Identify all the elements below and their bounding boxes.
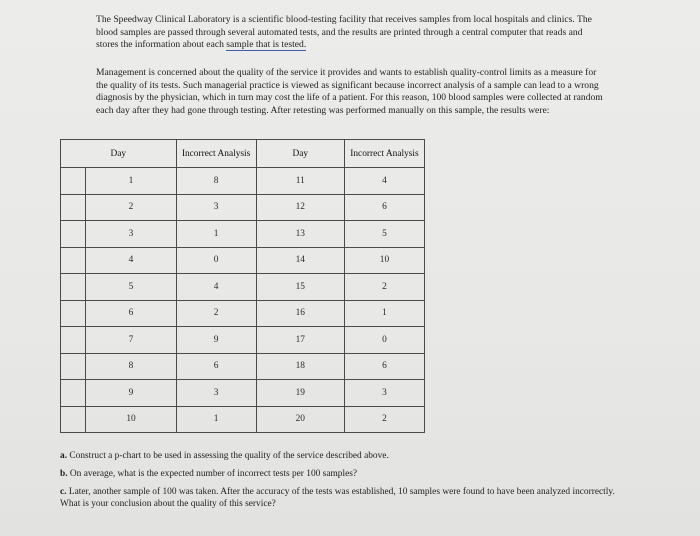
sample-tested-link[interactable]: sample that is tested.	[226, 39, 307, 51]
row-spacer-cell	[61, 194, 86, 221]
day-cell: 15	[256, 274, 344, 301]
day-cell: 1	[86, 168, 176, 195]
row-spacer-cell	[61, 221, 86, 248]
table-row	[61, 274, 425, 301]
incorrect-cell: 0	[176, 247, 256, 274]
results-table	[60, 139, 425, 433]
day-cell: 12	[256, 194, 344, 221]
day-cell: 5	[86, 274, 176, 301]
incorrect-cell: 10	[344, 247, 424, 274]
incorrect-cell: 2	[344, 274, 424, 301]
day-cell: 11	[256, 168, 344, 195]
incorrect-cell: 1	[176, 221, 256, 248]
row-spacer-cell	[61, 380, 86, 407]
row-spacer-cell	[61, 274, 86, 301]
day-cell: 3	[86, 221, 176, 248]
question-b: b. On average, what is the expected number of incorrect tests per 100 samples?	[60, 468, 358, 479]
incorrect-cell: 2	[176, 300, 256, 327]
table-header-row	[61, 140, 425, 168]
row-spacer-cell	[61, 406, 86, 433]
row-spacer-cell	[61, 327, 86, 354]
incorrect-cell: 6	[344, 353, 424, 380]
table-row	[61, 353, 425, 380]
table-row	[61, 194, 425, 221]
question-a: a. Construct a p-chart to be used in assessing the quality of the service described above.	[60, 451, 389, 461]
row-spacer-cell	[61, 300, 86, 327]
incorrect-cell: 4	[176, 274, 256, 301]
table-row	[61, 168, 425, 195]
table-row	[61, 327, 425, 354]
incorrect-cell: 3	[176, 194, 256, 221]
incorrect-cell: 1	[344, 300, 424, 327]
day-cell: 18	[256, 353, 344, 380]
intro-paragraph	[96, 14, 596, 52]
header-incorrect-2: Incorrect Analysis	[344, 140, 424, 168]
incorrect-cell: 8	[176, 168, 256, 195]
day-cell: 19	[256, 380, 344, 407]
incorrect-cell: 4	[344, 168, 424, 195]
incorrect-cell: 9	[176, 327, 256, 354]
intro-text: The Speedway Clinical Laboratory is a scientific blood-testing facility that receives samples from local hospitals and clinics. The blood samples are passed through several automated tests, and the results are printed through a central computer that reads and stores the information about each	[96, 14, 592, 51]
table-row	[61, 247, 425, 274]
incorrect-cell: 0	[344, 327, 424, 354]
incorrect-cell: 2	[344, 406, 424, 433]
day-cell: 2	[86, 194, 176, 221]
day-cell: 13	[256, 221, 344, 248]
row-spacer-cell	[61, 353, 86, 380]
header-incorrect-1: Incorrect Analysis	[176, 140, 256, 168]
incorrect-cell: 6	[176, 353, 256, 380]
day-cell: 7	[86, 327, 176, 354]
incorrect-cell: 6	[344, 194, 424, 221]
question-c: c. Later, another sample of 100 was taken. After the accuracy of the tests was established, 10 samples were found to have been analyzed incorrectly. What is your conclusion about the quality of this service?	[60, 486, 615, 510]
table-row	[61, 221, 425, 248]
table-row	[61, 300, 425, 327]
day-cell: 9	[86, 380, 176, 407]
management-paragraph: Management is concerned about the quality of the service it provides and wants to establish quality-control limits as a measure for the quality of its tests. Such managerial practice is viewed as significant because incorrect analysis of a sample can lead to a wrong diagnosis by the physician, which in turn may cost the life of a patient. For this reason, 100 blood samples were collected at random each day after they had gone through testing. After retesting was performed manually on this sample, the results were:	[96, 67, 603, 116]
questions-section	[60, 450, 620, 516]
incorrect-cell: 1	[176, 406, 256, 433]
table-body	[61, 168, 425, 433]
day-cell: 10	[86, 406, 176, 433]
day-cell: 8	[86, 353, 176, 380]
day-cell: 6	[86, 300, 176, 327]
table-row	[61, 406, 425, 433]
day-cell: 14	[256, 247, 344, 274]
row-spacer-cell	[61, 247, 86, 274]
day-cell: 4	[86, 247, 176, 274]
incorrect-cell: 5	[344, 221, 424, 248]
incorrect-cell: 3	[176, 380, 256, 407]
day-cell: 16	[256, 300, 344, 327]
row-spacer-cell	[61, 168, 86, 195]
incorrect-cell: 3	[344, 380, 424, 407]
day-cell: 20	[256, 406, 344, 433]
header-day-2: Day	[256, 140, 344, 168]
day-cell: 17	[256, 327, 344, 354]
header-day-1: Day	[61, 140, 177, 168]
table-row	[61, 380, 425, 407]
